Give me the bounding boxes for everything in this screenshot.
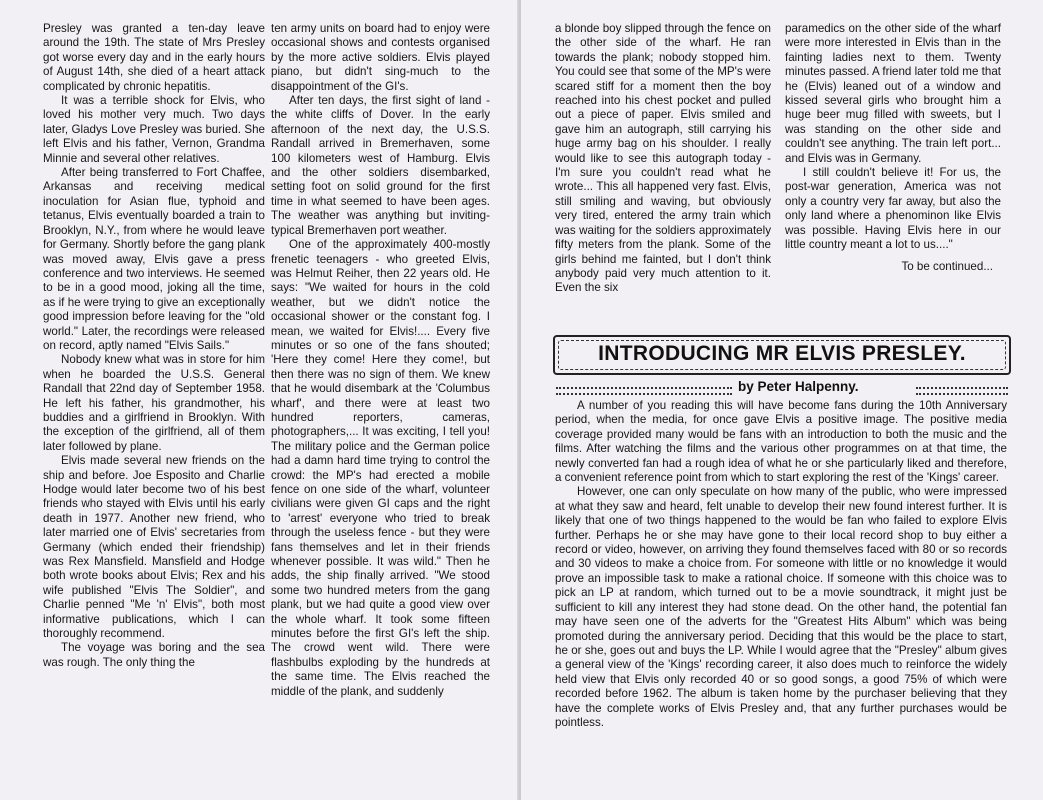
article-title: INTRODUCING MR ELVIS PRESLEY.	[598, 342, 966, 365]
paragraph: After ten days, the first sight of land - the white cliffs of Dover. In the early afternoon of the next day, the U.S.S. Randall arrived in Bremerhaven, some 100 kilometers west of Hamburg. Elvis and the other soldiers disembarked, setting foot on solid ground for the first time in what seemed to have been ages. The weather was anything but inviting-typical Bremerhaven port weather.	[271, 94, 490, 237]
right-page-column-2	[785, 22, 1001, 274]
paragraph: The voyage was boring and the sea was rough. The only thing the	[43, 641, 265, 669]
paragraph: It was a terrible shock for Elvis, who loved his mother very much. Two days later, Gladys Love Presley was buried. She left Elvis and his father, Vernon, Grandma Minnie and several other relatives.	[43, 94, 265, 165]
paragraph: Presley was granted a ten-day leave around the 19th. The state of Mrs Presley got worse every day and in the early hours of August 14th, she died of a heart attack complicated by chronic hepatitis.	[43, 22, 265, 93]
paragraph: I still couldn't believe it! For us, the post-war generation, America was not only a country very far away, but also the only land where a phenominon like Elvis was possible. Having Elvis here in our little country meant a lot to us...."	[785, 166, 1001, 252]
paragraph: paramedics on the other side of the wharf were more interested in Elvis than in the fainting ladies next to them. Twenty minutes passed. A friend later told me that he (Elvis) leaned out of a window and kissed several girls who brought him a huge beer mug filled with sweets, but I was standing on the other side and couldn't see anything. The train left port... and Elvis was in Germany.	[785, 22, 1001, 165]
left-page-column-1	[43, 22, 265, 670]
article-title-banner	[553, 335, 1011, 375]
paragraph: However, one can only speculate on how many of the public, who were impressed at what they saw and heard, felt unable to develop their new found interest further. It is likely that one of two things happened to the would be fan who failed to explore Elvis further. Perhaps he or she may have gone to their local record shop to buy either a record or video, however, on arriving they found themselves faced with 80 or so records and 30 videos to make a choice from. For someone with little or no knowledge it would prove an impossible task to make a rational choice. If someone with this choice was to pick an LP at random, which turned out to be a movie soundtrack, it might just be sufficient to kill any interest they had stone dead. On the other hand, the potential fan may have seen one of the adverts for the "Greatest Hits Album" which was being promoted during the anniversary period. Deciding that this would be the place to start, he or she, goes out and buys the LP. While I would agree that the "Presley" album gives a general view of the 'Kings' recording career, it also does much to reinforce the widely held view that Elvis only recorded 40 or so good songs, a good 75% of which were recorded before 1962. The album is taken home by the purchaser believing that they have the complete works of Elvis Presley and, that any further purchases would be pointless.	[555, 485, 1007, 729]
paragraph: A number of you reading this will have become fans during the 10th Anniversary period, when the media, for once gave Elvis a positive image. The positive media coverage provided many would be fans with an introduction to both the music and the films. After watching the films and the various other programmes on at that time, the newly converted fan had a rough idea of what he or she particularly liked and therefore, a convenient reference point from which to start exploring the rest of the 'Kings' career.	[555, 399, 1007, 485]
byline-row	[556, 380, 1008, 396]
left-page-column-2	[271, 22, 490, 699]
paragraph: One of the approximately 400-mostly frenetic teenagers - who greeted Elvis, was Helmut Reiher, then 22 years old. He says: "We waited for hours in the cold weather, but we didn't notice the occasional shower or the constant fog. I mean, we waited for Elvis!.... Every five minutes or so one of the fans shouted; 'Here they come! Here they come!, but then there was no sign of them. We knew that he would disembark at the 'Columbus wharf', and there were at least two hundred reporters, cameras, photographers,... It was exciting, I tell you! The military police and the German police had a damn hard time trying to control the crowd: the MP's had erected a mobile fence on one side of the wharf, volunteer civilians were given GI caps and the right to 'arrest' everyone who tried to break through the useless fence - but they were fans themselves and let in their friends whenever possible. It was wild." Then he adds, the ship finally arrived. "We stood some two hundred meters from the gang plank, but we had quite a good view over the whole wharf. It took some fifteen minutes before the first GI's left the ship. The crowd went wild. There were flashbulbs exploding by the hundreds at the same time. The Elvis reached the middle of the plank, and suddenly	[271, 238, 490, 698]
right-page-column-1	[555, 22, 771, 296]
decorative-chain-right	[916, 387, 1008, 395]
paragraph: Nobody knew what was in store for him when he boarded the U.S.S. General Randall that 22nd day of September 1958. He left his father, his grandmother, his buddies and a girlfriend in Brooklyn. With the exception of the girlfriend, all of them later followed by plane.	[43, 353, 265, 453]
article-byline: by Peter Halpenny.	[738, 379, 859, 394]
paragraph: a blonde boy slipped through the fence on the other side of the wharf. He ran towards the plank; nobody stopped him. You could see that some of the MP's were scared stiff for a moment then the boy reached into his chest pocket and pulled out a piece of paper. Elvis smiled and gave him an autograph, still carrying his huge army bag on his shoulder. I really would like to see this autograph today - I'm sure you couldn't read what he wrote... This all happened very fast. Elvis, still smiling and waving, but obviously very tired, entered the army train which was waiting for the soldiers approximately fifty meters from the plank. Some of the girls behind me fainted, but I don't think anybody paid very much attention to it. Even the six	[555, 22, 771, 295]
paragraph: ten army units on board had to enjoy were occasional shows and contests organised by the more active soldiers. Elvis played piano, but didn't sing-much to the disappointment of the GI's.	[271, 22, 490, 93]
article-body	[555, 399, 1007, 730]
paragraph: After being transferred to Fort Chaffee, Arkansas and receiving medical inoculation for Asian flue, typhoid and tetanus, Elvis eventually boarded a train to Brooklyn, N.Y., from where he would leave for Germany. Shortly before the gang plank was moved away, Elvis gave a press conference and two interviews. He seemed to be in a good mood, joking all the time, as if he were trying to give an exceptionally good impression before leaving for the "old world." Later, the recordings were released on record, aptly named "Elvis Sails."	[43, 166, 265, 352]
left-page	[0, 0, 519, 800]
decorative-chain-left	[556, 387, 732, 395]
to-be-continued: To be continued...	[901, 259, 993, 273]
paragraph: Elvis made several new friends on the ship and before. Joe Esposito and Charlie Hodge would later become two of his best friends who stayed with Elvis until his early death in 1977. Another new friend, who later married one of Elvis' secretaries from Germany (which ended their friendship) was Rex Mansfield. Mansfield and Hodge both wrote books about Elvis; Rex and his wife published "Elvis The Soldier", and Charlie penned "Me 'n' Elvis", both most informative publications, which I can thoroughly recommend.	[43, 454, 265, 641]
